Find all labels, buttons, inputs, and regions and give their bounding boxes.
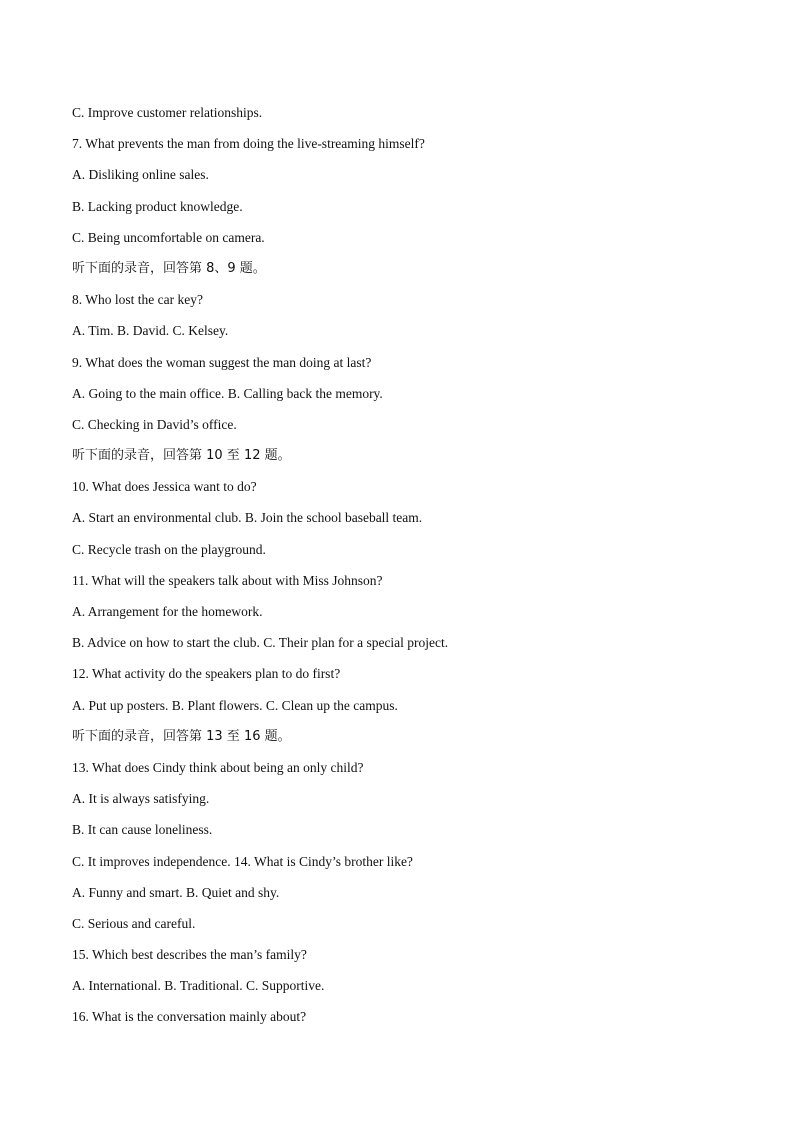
- option-line: C. It improves independence. 14. What is Cindy’s brother like?: [72, 853, 413, 869]
- question-line: 15. Which best describes the man’s family?: [72, 947, 307, 963]
- option-line: C. Recycle trash on the playground.: [72, 541, 266, 557]
- option-line: A. It is always satisfying.: [72, 791, 210, 807]
- option-line: A. International. B. Traditional. C. Supportive.: [72, 978, 325, 994]
- option-line: A. Tim. B. David. C. Kelsey.: [72, 323, 229, 339]
- section-instruction: 听下面的录音，回答第 8、9 题。: [72, 260, 266, 276]
- option-line: C. Serious and careful.: [72, 915, 196, 931]
- option-line: A. Start an environmental club. B. Join the school baseball team.: [72, 510, 423, 526]
- option-line: A. Going to the main office. B. Calling back the memory.: [72, 385, 383, 401]
- option-line: C. Improve customer relationships.: [72, 105, 263, 120]
- question-line: 9. What does the woman suggest the man doing at last?: [72, 354, 372, 370]
- option-line: A. Arrangement for the homework.: [72, 604, 263, 619]
- option-line: B. Lacking product knowledge.: [72, 198, 243, 214]
- section-instruction: 听下面的录音，回答第 10 至 12 题。: [72, 448, 291, 464]
- question-line: 8. Who lost the car key?: [72, 292, 203, 308]
- option-line: B. It can cause loneliness.: [72, 822, 213, 838]
- document-page: [72, 103, 752, 1039]
- question-line: 7. What prevents the man from doing the live-streaming himself?: [72, 136, 425, 152]
- option-line: A. Put up posters. B. Plant flowers. C. Clean up the campus.: [72, 697, 398, 713]
- question-line: 10. What does Jessica want to do?: [72, 479, 257, 495]
- option-line: A. Funny and smart. B. Quiet and shy.: [72, 884, 280, 900]
- option-line: A. Disliking online sales.: [72, 167, 209, 183]
- question-line: 11. What will the speakers talk about with Miss Johnson?: [72, 572, 383, 588]
- option-line: C. Being uncomfortable on camera.: [72, 229, 265, 245]
- question-line: 13. What does Cindy think about being an only child?: [72, 759, 364, 775]
- question-line: 16. What is the conversation mainly about?: [72, 1009, 307, 1025]
- question-line: 12. What activity do the speakers plan to do first?: [72, 666, 341, 682]
- option-line: C. Checking in David’s office.: [72, 416, 237, 432]
- option-line: B. Advice on how to start the club. C. Their plan for a special project.: [72, 635, 449, 651]
- section-instruction: 听下面的录音，回答第 13 至 16 题。: [72, 728, 291, 744]
